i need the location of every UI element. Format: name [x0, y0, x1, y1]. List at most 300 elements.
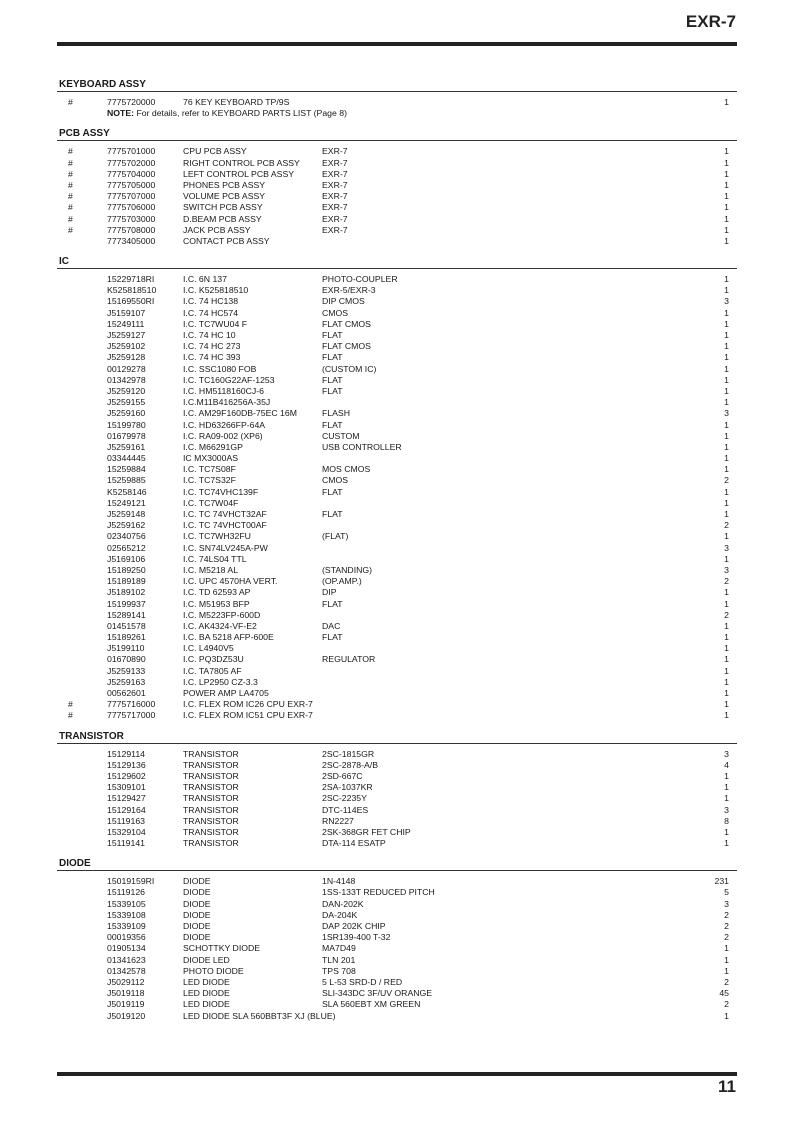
- part-row: [57, 431, 737, 442]
- part-row: [57, 632, 737, 643]
- part-quantity: 3: [724, 804, 729, 815]
- part-row: [57, 793, 737, 804]
- part-spec: FLAT: [322, 419, 343, 430]
- part-quantity: 1: [724, 598, 729, 609]
- part-row: [57, 677, 737, 688]
- section-transistor: [57, 730, 737, 850]
- part-description: LEFT CONTROL PCB ASSY: [183, 168, 295, 179]
- part-spec: DAC: [322, 620, 341, 631]
- part-description: I.C. K525818510: [183, 285, 249, 296]
- part-quantity: 2: [724, 976, 729, 987]
- section-note: [57, 108, 737, 119]
- part-description: I.C. TD 62593 AP: [183, 587, 251, 598]
- part-spec: EXR-7: [322, 213, 348, 224]
- part-description: I.C. M51953 BFP: [183, 598, 250, 609]
- part-row: [57, 977, 737, 988]
- part-description: I.C. SSC1080 FOB: [183, 363, 257, 374]
- part-row: [57, 146, 737, 157]
- part-number: 00019356: [107, 932, 146, 943]
- part-description: LED DIODE: [183, 999, 230, 1010]
- part-quantity: 1: [724, 274, 729, 285]
- part-number: 15199937: [107, 598, 146, 609]
- part-description: I.C. FLEX ROM IC51 CPU EXR-7: [183, 710, 313, 721]
- part-quantity: 2: [724, 609, 729, 620]
- part-quantity: 3: [724, 564, 729, 575]
- part-number: 15129602: [107, 770, 146, 781]
- part-number: J5259162: [107, 520, 146, 531]
- part-spec: 1SR139-400 T-32: [322, 932, 391, 943]
- part-quantity: 1: [724, 665, 729, 676]
- part-row: [57, 191, 737, 202]
- part-quantity: 1: [724, 441, 729, 452]
- part-spec: EXR-7: [322, 191, 348, 202]
- part-quantity: 1: [724, 453, 729, 464]
- part-number: 01905134: [107, 943, 146, 954]
- part-row: [57, 319, 737, 330]
- part-number: 7775701000: [107, 146, 156, 157]
- part-spec: USB CONTROLLER: [322, 441, 402, 452]
- part-description: I.C. UPC 4570HA VERT.: [183, 576, 278, 587]
- part-row: [57, 699, 737, 710]
- part-quantity: 4: [724, 759, 729, 770]
- part-row: [57, 1011, 737, 1022]
- part-description: I.C. TC160G22AF-1253: [183, 374, 275, 385]
- part-number: 15119126: [107, 887, 146, 898]
- part-number: J5259155: [107, 397, 146, 408]
- part-number: 01342978: [107, 374, 146, 385]
- part-quantity: 1: [724, 1010, 729, 1021]
- note-label: NOTE:: [107, 108, 135, 119]
- part-quantity: 1: [724, 486, 729, 497]
- part-row: [57, 988, 737, 999]
- part-description: DIODE LED: [183, 954, 230, 965]
- part-spec: DAN-202K: [322, 898, 364, 909]
- part-number: 15019159RI: [107, 876, 155, 887]
- part-quantity: 1: [724, 146, 729, 157]
- section-pcb-assy: [57, 127, 737, 247]
- part-description: D.BEAM PCB ASSY: [183, 213, 262, 224]
- part-quantity: 1: [724, 318, 729, 329]
- part-description: I.C. 74 HC 273: [183, 341, 241, 352]
- part-row: [57, 285, 737, 296]
- part-quantity: 3: [724, 296, 729, 307]
- part-description: I.C. 74LS04 TTL: [183, 553, 247, 564]
- part-description: CPU PCB ASSY: [183, 146, 247, 157]
- row-mark: #: [68, 699, 73, 710]
- part-row: [57, 498, 737, 509]
- part-quantity: 1: [724, 235, 729, 246]
- part-number: 7775720000: [107, 97, 156, 107]
- part-row: [57, 453, 737, 464]
- part-row: [57, 352, 737, 363]
- part-row: [57, 576, 737, 587]
- part-row: [57, 943, 737, 954]
- part-description: I.C. 74 HC 10: [183, 330, 236, 340]
- part-spec: FLAT CMOS: [322, 341, 371, 352]
- part-number: J5029112: [107, 976, 145, 987]
- part-spec: EXR-7: [322, 224, 348, 235]
- part-description: I.C. TC 74VHCT32AF: [183, 509, 267, 519]
- part-row: [57, 838, 737, 849]
- part-spec: DA-204K: [322, 909, 358, 920]
- part-number: 03344445: [107, 453, 146, 464]
- part-spec: 2SC-2878-A/B: [322, 759, 379, 770]
- part-row: [57, 827, 737, 838]
- part-spec: DIP: [322, 587, 337, 598]
- part-quantity: 1: [724, 430, 729, 441]
- section-rows: [57, 269, 737, 722]
- section-rows: [57, 92, 737, 119]
- section-ic: [57, 255, 737, 722]
- part-row: [57, 341, 737, 352]
- part-quantity: 1: [724, 943, 729, 954]
- part-quantity: 1: [724, 509, 729, 519]
- part-description: I.C. TC7WU04 F: [183, 318, 248, 329]
- part-description: I.C.M11B416256A-35J: [183, 397, 271, 408]
- part-spec: SLA 560EBT XM GREEN: [322, 999, 421, 1010]
- part-quantity: 231: [714, 876, 729, 887]
- part-description: DIODE: [183, 876, 211, 887]
- part-quantity: 1: [724, 202, 729, 213]
- part-description: LED DIODE: [183, 976, 230, 987]
- part-spec: 2SD-667C: [322, 770, 363, 781]
- part-spec: EXR-7: [322, 168, 348, 179]
- part-description: I.C. 74 HC138: [183, 296, 239, 307]
- part-spec: EXR-5/EXR-3: [322, 285, 376, 296]
- part-quantity: 2: [724, 909, 729, 920]
- part-quantity: 1: [724, 397, 729, 408]
- part-row: [57, 169, 737, 180]
- part-row: [57, 554, 737, 565]
- part-description: DIODE: [183, 932, 211, 943]
- part-description: TRANSISTOR: [183, 759, 239, 770]
- part-row: [57, 610, 737, 621]
- part-spec: 1SS-133T REDUCED PITCH: [322, 887, 435, 898]
- part-spec: EXR-7: [322, 146, 348, 157]
- part-quantity: 2: [724, 520, 729, 531]
- part-description: I.C. TC 74VHCT00AF: [183, 520, 267, 531]
- part-row: [57, 899, 737, 910]
- part-number: 7775703000: [107, 213, 156, 224]
- part-number: 15189261: [107, 632, 146, 643]
- part-spec: FLAT: [322, 509, 343, 519]
- part-description: I.C. 74 HC574: [183, 307, 239, 318]
- part-description: 76 KEY KEYBOARD TP/9S: [183, 97, 290, 107]
- section-rows: [57, 141, 737, 247]
- row-mark: #: [68, 146, 73, 157]
- part-description: SWITCH PCB ASSY: [183, 202, 263, 213]
- part-description: TRANSISTOR: [183, 793, 239, 804]
- part-quantity: 1: [724, 191, 729, 202]
- bottom-divider: [57, 1072, 737, 1076]
- part-row: [57, 887, 737, 898]
- part-row: [57, 599, 737, 610]
- part-description: CONTACT PCB ASSY: [183, 235, 270, 246]
- row-mark: #: [68, 191, 73, 202]
- part-spec: FLAT: [322, 385, 343, 396]
- part-row: [57, 520, 737, 531]
- part-number: 7775704000: [107, 168, 156, 179]
- part-quantity: 5: [724, 887, 729, 898]
- part-quantity: 8: [724, 815, 729, 826]
- part-spec: 2SC-2235Y: [322, 793, 367, 804]
- part-row: [57, 531, 737, 542]
- part-spec: 2SK-368GR FET CHIP: [322, 826, 411, 837]
- section-keyboard-assy: [57, 78, 737, 119]
- part-quantity: 1: [724, 168, 729, 179]
- part-description: TRANSISTOR: [183, 826, 239, 837]
- part-row: [57, 955, 737, 966]
- part-number: 15189250: [107, 564, 146, 575]
- part-row: [57, 158, 737, 169]
- part-number: J5019118: [107, 988, 145, 999]
- part-row: [57, 296, 737, 307]
- parts-list: [57, 78, 737, 1030]
- part-number: 15119163: [107, 815, 146, 826]
- part-row: [57, 442, 737, 453]
- part-number: J5159107: [107, 307, 146, 318]
- part-number: K525818510: [107, 285, 157, 296]
- part-spec: (CUSTOM IC): [322, 363, 377, 374]
- part-row: [57, 782, 737, 793]
- part-quantity: 1: [724, 954, 729, 965]
- section-heading: DIODE: [57, 857, 737, 871]
- part-description: I.C. TC7WH32FU: [183, 531, 251, 542]
- part-quantity: 1: [724, 965, 729, 976]
- part-quantity: 1: [724, 464, 729, 475]
- part-description: I.C. L4940V5: [183, 643, 234, 654]
- part-quantity: 1: [724, 676, 729, 687]
- part-quantity: 3: [724, 542, 729, 553]
- part-description: JACK PCB ASSY: [183, 224, 251, 235]
- part-spec: MOS CMOS: [322, 464, 371, 475]
- page-number: 11: [718, 1077, 736, 1096]
- section-heading: TRANSISTOR: [57, 730, 737, 744]
- part-number: 15129164: [107, 804, 146, 815]
- part-row: [57, 999, 737, 1010]
- part-quantity: 1: [724, 179, 729, 190]
- part-number: 15309101: [107, 782, 146, 793]
- part-description: TRANSISTOR: [183, 770, 239, 781]
- part-number: 15339109: [107, 921, 146, 931]
- page-header-title: EXR-7: [685, 12, 736, 31]
- part-number: 15249111: [107, 318, 145, 329]
- part-description: I.C. FLEX ROM IC26 CPU EXR-7: [183, 699, 313, 710]
- part-quantity: 1: [724, 419, 729, 430]
- part-description: I.C. PQ3DZ53U: [183, 654, 244, 665]
- part-number: 01451578: [107, 620, 146, 631]
- part-spec: EXR-7: [322, 202, 348, 213]
- part-description: IC MX3000AS: [183, 453, 239, 464]
- part-number: 01342578: [107, 965, 146, 976]
- part-number: 15339108: [107, 909, 146, 920]
- part-spec: DIP CMOS: [322, 296, 365, 307]
- part-description: DIODE: [183, 909, 211, 920]
- part-number: 02565212: [107, 542, 146, 553]
- part-spec: DTC-114ES: [322, 804, 369, 815]
- part-number: J5019119: [107, 999, 145, 1010]
- part-spec: MA7D49: [322, 943, 356, 954]
- part-description: I.C. TC7S08F: [183, 464, 236, 475]
- part-quantity: 1: [724, 157, 729, 168]
- part-number: 15249121: [107, 497, 146, 508]
- section-rows: [57, 744, 737, 850]
- part-description: I.C. BA 5218 AFP-600E: [183, 632, 274, 643]
- part-number: J5259102: [107, 341, 146, 352]
- section-heading: PCB ASSY: [57, 127, 737, 141]
- part-row: [57, 236, 737, 247]
- part-description: POWER AMP LA4705: [183, 688, 269, 698]
- part-number: J5189102: [107, 587, 146, 598]
- part-quantity: 2: [724, 932, 729, 943]
- part-quantity: 1: [724, 285, 729, 296]
- part-number: J5259163: [107, 676, 146, 687]
- part-spec: CMOS: [322, 475, 349, 486]
- section-heading: IC: [57, 255, 737, 269]
- part-description: I.C. M5223FP-600D: [183, 609, 261, 620]
- part-row: [57, 330, 737, 341]
- part-description: I.C. TC7S32F: [183, 475, 236, 486]
- part-spec: DAP 202K CHIP: [322, 921, 386, 931]
- part-description: TRANSISTOR: [183, 838, 239, 849]
- part-row: [57, 621, 737, 632]
- part-row: [57, 386, 737, 397]
- part-number: K5258146: [107, 486, 147, 497]
- part-quantity: 1: [724, 385, 729, 396]
- part-number: J5259120: [107, 385, 146, 396]
- part-quantity: 45: [719, 988, 729, 999]
- part-number: 15129114: [107, 748, 146, 759]
- part-row: [57, 543, 737, 554]
- part-quantity: 1: [724, 688, 729, 698]
- part-quantity: 1: [724, 363, 729, 374]
- part-row: [57, 180, 737, 191]
- row-mark: #: [68, 224, 73, 235]
- part-quantity: 3: [724, 898, 729, 909]
- part-spec: TPS 708: [322, 965, 356, 976]
- part-number: J5259161: [107, 441, 146, 452]
- part-spec: PHOTO-COUPLER: [322, 274, 398, 285]
- part-quantity: 2: [724, 576, 729, 587]
- part-spec: FLAT: [322, 374, 343, 385]
- part-quantity: 1: [724, 531, 729, 542]
- part-description: TRANSISTOR: [183, 748, 239, 759]
- part-spec: FLASH: [322, 408, 351, 419]
- part-quantity: 1: [724, 826, 729, 837]
- part-row: [57, 710, 737, 721]
- part-number: 7775702000: [107, 157, 156, 168]
- part-description: DIODE: [183, 887, 211, 898]
- part-number: J5259127: [107, 330, 146, 340]
- part-spec: FLAT: [322, 598, 343, 609]
- part-spec: CUSTOM: [322, 430, 360, 441]
- part-number: J5199110: [107, 643, 145, 654]
- part-row: [57, 688, 737, 699]
- part-number: 7773405000: [107, 235, 156, 246]
- part-number: 7775707000: [107, 191, 156, 202]
- part-spec: FLAT: [322, 330, 343, 340]
- part-number: 00129278: [107, 363, 146, 374]
- part-quantity: 1: [724, 710, 729, 721]
- part-row: [57, 816, 737, 827]
- part-quantity: 2: [724, 475, 729, 486]
- part-spec: 2SC-1815GR: [322, 748, 375, 759]
- part-description: I.C. HD63266FP-64A: [183, 419, 266, 430]
- part-row: [57, 587, 737, 598]
- part-description: I.C. AM29F160DB-75EC 16M: [183, 408, 297, 419]
- part-number: 7775706000: [107, 202, 156, 213]
- part-row: [57, 202, 737, 213]
- part-number: 7775705000: [107, 179, 156, 190]
- part-description: I.C. LP2950 CZ-3.3: [183, 676, 258, 687]
- part-number: 15189189: [107, 576, 146, 587]
- section-rows: [57, 871, 737, 1021]
- part-quantity: 3: [724, 748, 729, 759]
- part-quantity: 3: [724, 408, 729, 419]
- part-number: 15329104: [107, 826, 146, 837]
- part-description: RIGHT CONTROL PCB ASSY: [183, 157, 300, 168]
- part-description: VOLUME PCB ASSY: [183, 191, 266, 202]
- part-description: DIODE: [183, 921, 211, 931]
- part-row: [57, 805, 737, 816]
- part-description: I.C. HM5118160CJ-6: [183, 385, 264, 396]
- part-number: 15339105: [107, 898, 146, 909]
- part-spec: 2SA-1037KR: [322, 782, 373, 793]
- part-row: [57, 408, 737, 419]
- part-description: I.C. TA7805 AF: [183, 665, 242, 676]
- part-description: LED DIODE: [183, 988, 230, 999]
- part-row: [57, 509, 737, 520]
- note-text: For details, refer to KEYBOARD PARTS LIST (Page 8): [136, 108, 347, 119]
- part-spec: 5 L-53 SRD-D / RED: [322, 976, 403, 987]
- part-quantity: 1: [724, 632, 729, 643]
- part-quantity: 1: [724, 553, 729, 564]
- part-quantity: 2: [724, 999, 729, 1010]
- part-quantity: 1: [724, 838, 729, 849]
- part-spec: REGULATOR: [322, 654, 376, 665]
- part-spec: 1N-4148: [322, 876, 356, 887]
- part-number: J5019120: [107, 1010, 146, 1021]
- part-row: [57, 932, 737, 943]
- part-row: [57, 749, 737, 760]
- row-mark: #: [68, 157, 73, 168]
- part-number: 15129136: [107, 759, 146, 770]
- part-spec: FLAT CMOS: [322, 318, 371, 329]
- part-row: [57, 771, 737, 782]
- part-quantity: 1: [724, 782, 729, 793]
- part-spec: (OP.AMP.): [322, 576, 362, 587]
- part-row: [57, 475, 737, 486]
- part-row: [57, 565, 737, 576]
- part-spec: RN2227: [322, 815, 354, 826]
- part-quantity: 1: [724, 497, 729, 508]
- part-number: 15129427: [107, 793, 146, 804]
- part-description: I.C. M66291GP: [183, 441, 243, 452]
- part-quantity: 1: [724, 213, 729, 224]
- part-description: I.C. 6N 137: [183, 274, 227, 285]
- part-description: I.C. TC7W04F: [183, 497, 239, 508]
- top-divider: [57, 42, 737, 46]
- part-row: [57, 420, 737, 431]
- part-spec: TLN 201: [322, 954, 356, 965]
- part-row: [57, 643, 737, 654]
- part-row: [57, 375, 737, 386]
- part-number: J5259148: [107, 509, 146, 519]
- part-number: 7775717000: [107, 710, 156, 721]
- part-number: 02340756: [107, 531, 146, 542]
- part-spec: FLAT: [322, 632, 343, 643]
- part-spec: DTA-114 ESATP: [322, 838, 386, 849]
